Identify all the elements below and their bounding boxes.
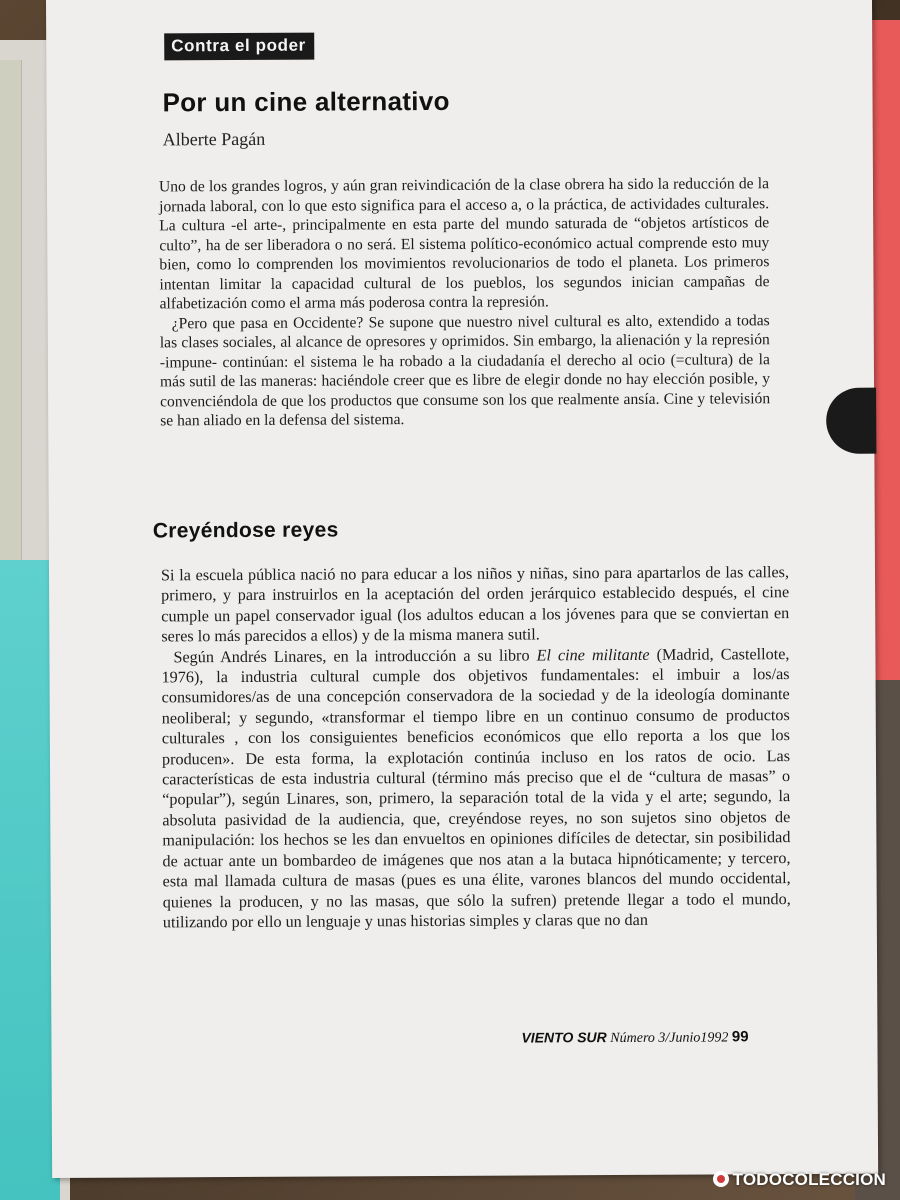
book-title: El cine militante — [536, 645, 650, 665]
issue-info: Número 3/Junio1992 — [610, 1030, 729, 1047]
intro-text — [159, 174, 770, 431]
magazine-name: VIENTO SUR — [521, 1029, 607, 1046]
section-subtitle: Creyéndose reyes — [152, 518, 339, 543]
paragraph — [161, 644, 790, 933]
watermark-text: TODOCOLECCION — [732, 1170, 886, 1189]
page-number: 99 — [731, 1028, 749, 1046]
watermark — [713, 1170, 886, 1190]
paragraph: Si la escuela pública nació no para educar a los niños y niñas, sino para apartarlos de las calles, primero, y para instruirlos en la aceptación del orden jerárquico establecido después, el cine cumple un papel conservador igual (los adultos educan a los jóvenes para que se conviertan en seres lo más parecidos a ellos) y de la misma manera sutil. — [160, 563, 790, 646]
article-title: Por un cine alternativo — [162, 85, 450, 118]
document-page — [46, 0, 878, 1178]
paragraph: Uno de los grandes logros, y aún gran reivindicación de la clase obrera ha sido la reducción de la jornada laboral, con lo que esto significa para el acceso a, o la práctica, de actividades culturales. La cultura -el arte-, principalmente en esta parte del mundo saturada de “objetos artísticos de culto”, ha de ser liberadora o no será. El sistema político-económico actual comprende esto muy bien, como lo comprenden los movimientos revolucionarios de todo el planeta. Los primeros intentan limitar la capacidad cultural de los pueblos, los segundos inician campañas de alfabetización como el arma más poderosa contra la represión. — [158, 175, 770, 313]
text-run: (Madrid, Castellote, 1976), la industria cultural cumple dos objetivos fundamentales: el imbuir a los/as consumidores/as de una concepción conservadora de la sociedad y de la ideología dominante neoliberal; y segundo, «transformar el tiempo libre en un continuo consumo de productos culturales , con los consiguientes beneficios económicos que ello reporta a los que los producen». De esta forma, la explotación continúa incluso en los ratos de ocio. Las características de esta industria cultural (término más preciso que el de “cultura de masas” o “popular”), según Linares, son, primero, la separación total de la vida y el arte; segundo, la absoluta pasividad de la audiencia, que, creyéndose reyes, no son sujetos sino objetos de manipulación: los hechos se les dan envueltos en opiniones difíciles de detectar, sin posibilidad de actuar ante un bombardeo de imágenes que nos atan a la butaca hipnóticamente; y tercero, esta mal llamada cultura de masas (pues es una élite, varones blancos del mundo occidental, quienes la producen, y no las masas, que sólo la sufren) pretende llegar a todo el mundo, utilizando por ello un lenguaje y unas historias simples y claras que no dan — [161, 644, 791, 932]
logo-ball-icon — [713, 1171, 729, 1187]
page-tab-notch — [826, 388, 876, 454]
page-footer — [521, 1028, 748, 1047]
background-paper-left-edge — [0, 60, 22, 640]
section-text — [161, 562, 791, 933]
paragraph: ¿Pero que pasa en Occidente? Se supone que nuestro nivel cultural es alto, extendido a todas las clases sociales, al alcance de opresores y oprimidos. Sin embargo, la alienación y la represión -impune- continúan: el sistema le ha robado a la ciudadanía el derecho al ocio (=cultura) de la más sutil de las maneras: haciéndole creer que es libre de elegir donde no hay elección posible, y convenciéndola de que los productos que consume son los que realmente ansía. Cine y televisión se han aliado en la defensa del sistema. — [159, 311, 771, 430]
section-tag: Contra el poder — [164, 33, 314, 61]
article-author: Alberte Pagán — [162, 128, 266, 150]
text-run: Según Andrés Linares, en la introducción a su libro — [173, 646, 537, 666]
